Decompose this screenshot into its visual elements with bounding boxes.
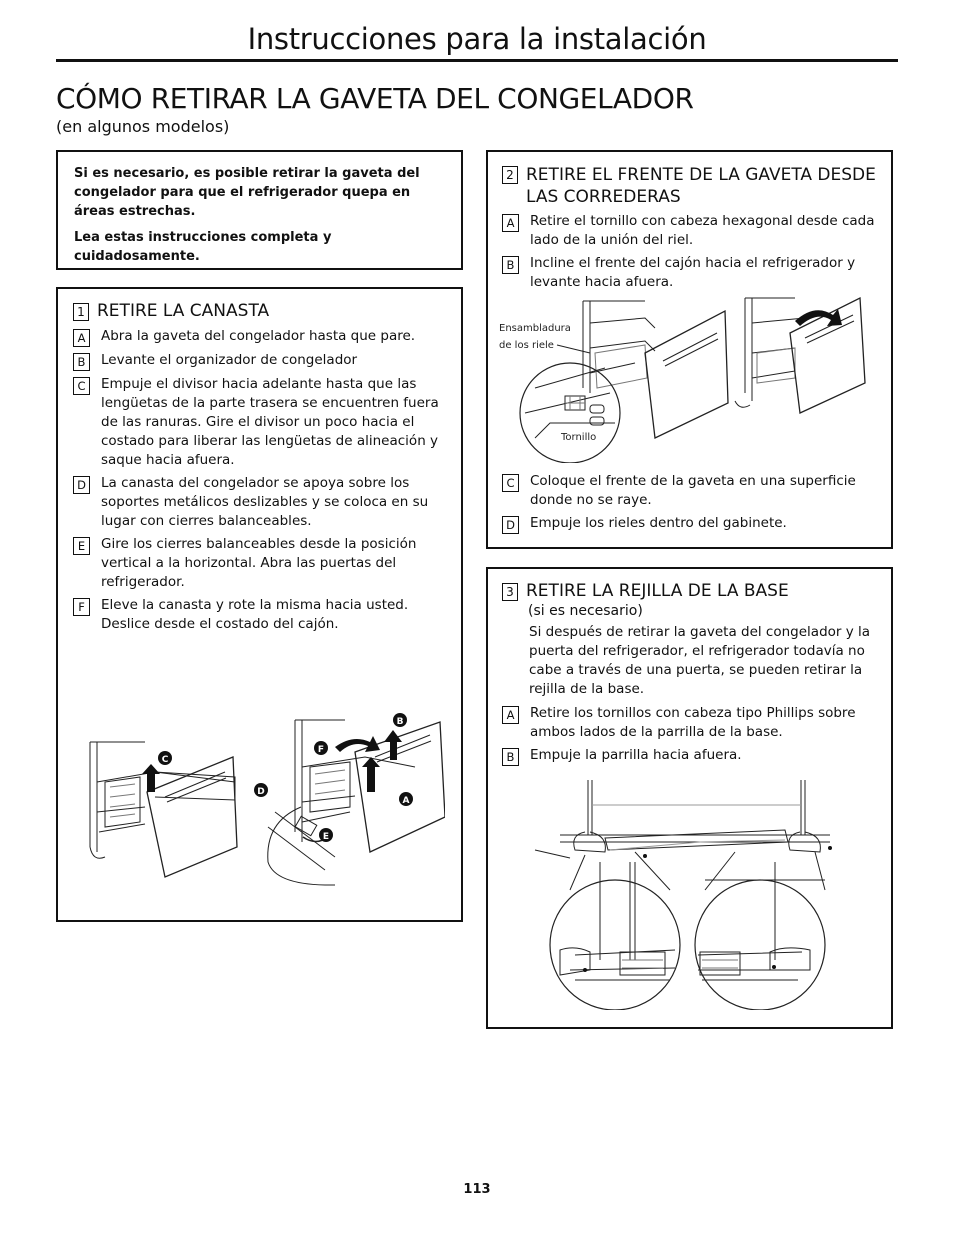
step-item bbox=[502, 746, 877, 766]
step-text: Levante el organizador de congelador bbox=[101, 352, 358, 368]
step-letter: F bbox=[73, 598, 90, 616]
section-number: 3 bbox=[502, 583, 518, 601]
step-text: La canasta del congelador se apoya sobre los soportes metálicos deslizables y se coloca en su lugar con cierres balanceables. bbox=[101, 475, 429, 529]
step-item bbox=[73, 375, 447, 470]
intro-box bbox=[56, 150, 463, 270]
base-grille-illustration bbox=[530, 780, 840, 1010]
step-letter: D bbox=[502, 516, 519, 534]
callout-b: B bbox=[396, 717, 404, 727]
section-title-text: RETIRE LA REJILLA DE LA BASE bbox=[526, 581, 789, 601]
step-text: Empuje los rieles dentro del gabinete. bbox=[530, 515, 787, 531]
step-text: Coloque el frente de la gaveta en una superficie donde no se raye. bbox=[530, 473, 856, 508]
step-item bbox=[502, 254, 877, 292]
label-rail-assembly: Ensambladura bbox=[499, 323, 571, 334]
step-letter: A bbox=[502, 706, 519, 724]
step-letter: C bbox=[73, 377, 90, 395]
step-item bbox=[502, 704, 877, 742]
step-item bbox=[73, 596, 447, 634]
section-title bbox=[502, 164, 877, 208]
step-text: Empuje la parrilla hacia afuera. bbox=[530, 747, 742, 763]
page-title: CÓMO RETIRAR LA GAVETA DEL CONGELADOR bbox=[56, 82, 694, 115]
step-letter: D bbox=[73, 476, 90, 494]
section-number: 2 bbox=[502, 166, 518, 184]
step-list bbox=[502, 704, 877, 766]
section-paragraph: Si después de retirar la gaveta del congelador y la puerta del refrigerador, el refrigerador todavía no cabe a través de una puerta, se pueden retirar la rejilla de la base. bbox=[529, 624, 871, 697]
step-text: Empuje el divisor hacia adelante hasta que las lengüetas de la parte trasera se encuentren fuera de las ranuras. Gire el divisor un poco hacia el costado para liberar las lengüetas de alineación y saque hacia afuera. bbox=[101, 376, 439, 468]
section-subtitle: (si es necesario) bbox=[528, 603, 643, 619]
step-letter: A bbox=[73, 329, 90, 347]
step-item bbox=[502, 514, 877, 534]
step-item bbox=[502, 472, 877, 510]
section-title bbox=[502, 581, 877, 601]
step-letter: E bbox=[73, 537, 90, 555]
page-subtitle: (en algunos modelos) bbox=[56, 117, 230, 136]
page-header: Instrucciones para la instalación bbox=[247, 22, 707, 56]
callout-c: C bbox=[161, 755, 169, 765]
step-text: Abra la gaveta del congelador hasta que pare. bbox=[101, 328, 416, 344]
step-list bbox=[502, 212, 877, 292]
step-item bbox=[73, 535, 447, 592]
step-text: Retire el tornillo con cabeza hexagonal desde cada lado de la unión del riel. bbox=[530, 213, 875, 248]
section-title-text: RETIRE LA CANASTA bbox=[97, 301, 270, 321]
step-item bbox=[73, 327, 447, 347]
intro-text: Si es necesario, es posible retirar la gaveta del congelador para que el refrigerador quepa en áreas estrechas. bbox=[74, 166, 420, 219]
page-number: 113 bbox=[463, 1182, 491, 1197]
step-letter: B bbox=[73, 353, 90, 371]
step-letter: B bbox=[502, 748, 519, 766]
callout-e: E bbox=[322, 832, 330, 842]
section-title bbox=[73, 301, 447, 321]
step-list bbox=[73, 327, 447, 634]
callout-d: D bbox=[257, 787, 265, 797]
label-screw: Tornillo bbox=[561, 432, 597, 443]
intro-warning: Lea estas instrucciones completa y cuidadosamente. bbox=[74, 230, 332, 264]
drawer-front-illustration bbox=[495, 293, 880, 463]
step-item bbox=[73, 351, 447, 371]
section-number: 1 bbox=[73, 303, 89, 321]
callout-f: F bbox=[317, 745, 325, 755]
step-text: Gire los cierres balanceables desde la posición vertical a la horizontal. Abra las puertas del refrigerador. bbox=[101, 536, 417, 590]
step-item bbox=[502, 212, 877, 250]
callout-a: A bbox=[402, 796, 410, 806]
step-letter: A bbox=[502, 214, 519, 232]
step-text: Eleve la canasta y rote la misma hacia usted. Deslice desde el costado del cajón. bbox=[101, 597, 409, 632]
step-letter: B bbox=[502, 256, 519, 274]
step-letter: C bbox=[502, 474, 519, 492]
label-rail-assembly-2: de los riele bbox=[499, 340, 554, 351]
step-text: Incline el frente del cajón hacia el refrigerador y levante hacia afuera. bbox=[530, 255, 856, 290]
step-item bbox=[73, 474, 447, 531]
header-divider bbox=[56, 59, 898, 62]
section-title-text: RETIRE EL FRENTE DE LA GAVETA DESDE LAS CORREDERAS bbox=[526, 165, 876, 207]
step-list bbox=[502, 472, 877, 538]
step-text: Retire los tornillos con cabeza tipo Phillips sobre ambos lados de la parrilla de la base. bbox=[530, 705, 856, 740]
basket-removal-illustration bbox=[85, 712, 445, 892]
